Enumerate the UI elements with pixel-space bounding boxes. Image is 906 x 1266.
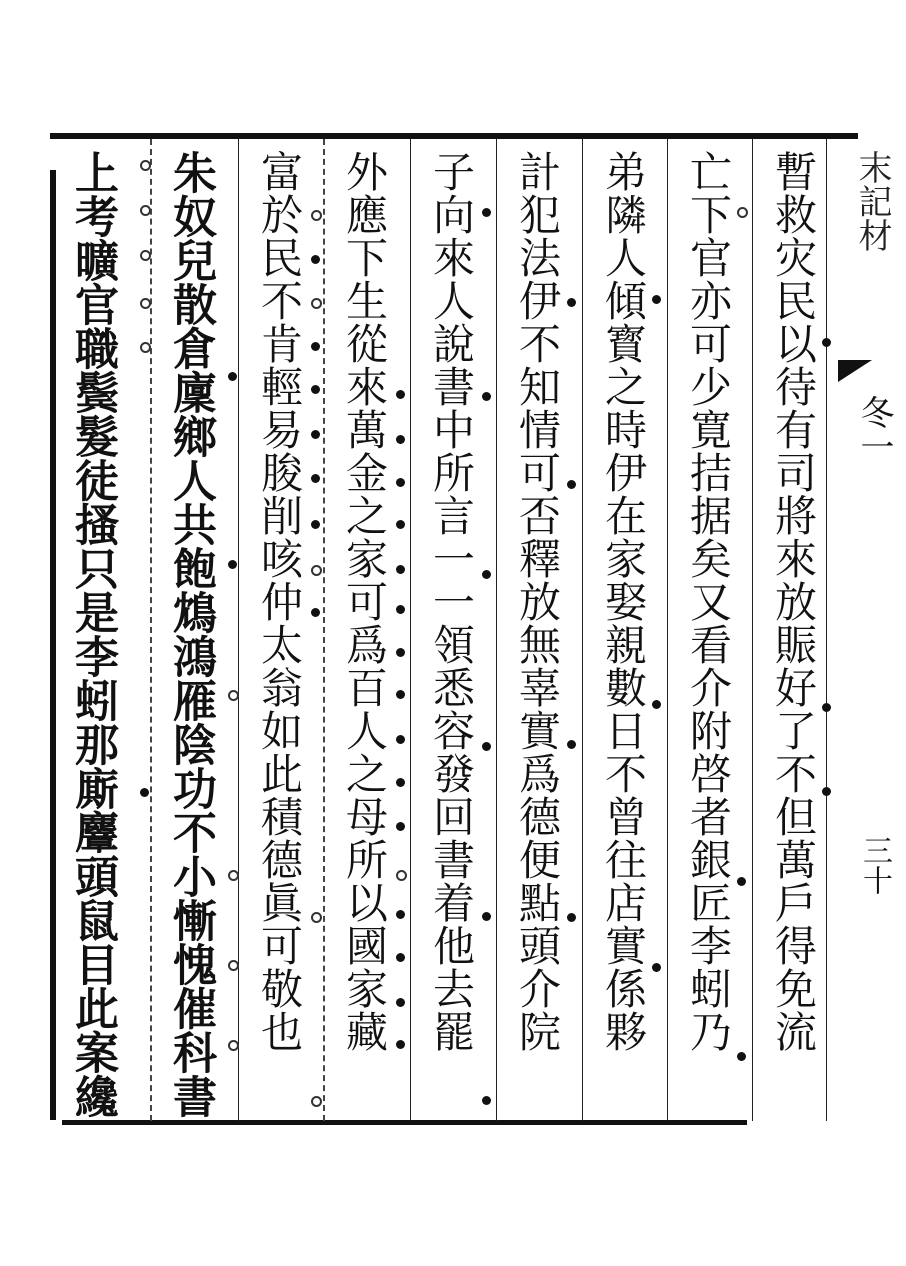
punctuation-dot (737, 1052, 746, 1061)
punctuation-circle (311, 565, 322, 576)
punctuation-dot (311, 342, 320, 351)
punctuation-dot (396, 953, 405, 962)
punctuation-circle (140, 205, 151, 216)
punctuation-circle (140, 250, 151, 261)
column-divider (238, 139, 239, 1121)
margin-title-fragment: 末記材 (852, 150, 892, 252)
margin-volume: 冬一 (854, 395, 894, 463)
punctuation-dot (567, 913, 576, 922)
punctuation-dot (396, 478, 405, 487)
punctuation-circle (737, 207, 748, 218)
punctuation-dot (228, 372, 237, 381)
text-column-1: 暫救灾民以待有司將來放賑好了不但萬戶得免流 (769, 150, 818, 1053)
column-divider (323, 139, 325, 1121)
text-column-8: 朱奴兒散倉廩鄉人共飽鴆鴻雁陰功不小慚愧催科書 (165, 150, 216, 1118)
punctuation-dot (396, 520, 405, 529)
last-column-tail: 纔 (67, 1074, 118, 1118)
punctuation-dot (396, 1040, 405, 1049)
fish-tail-mark (838, 360, 872, 382)
punctuation-dot (652, 700, 661, 709)
punctuation-dot (737, 877, 746, 886)
margin-leaf-number: 三十 (857, 835, 892, 895)
punctuation-dot (482, 208, 491, 217)
punctuation-dot (567, 740, 576, 749)
punctuation-dot (311, 474, 320, 483)
punctuation-dot (396, 910, 405, 919)
punctuation-dot (311, 430, 320, 439)
punctuation-circle (228, 1040, 239, 1051)
punctuation-dot (396, 735, 405, 744)
margin-title (842, 150, 902, 1110)
bottom-border-rule (62, 1120, 747, 1125)
column-divider (752, 139, 753, 1121)
punctuation-dot (822, 338, 831, 347)
column-divider (410, 139, 411, 1121)
column-divider (667, 139, 668, 1121)
punctuation-dot (482, 392, 491, 401)
punctuation-dot (396, 822, 405, 831)
punctuation-dot (396, 690, 405, 699)
punctuation-dot (396, 998, 405, 1007)
punctuation-circle (228, 690, 239, 701)
punctuation-dot (396, 390, 405, 399)
text-column-7: 富於民不肯輕易朘削咳仲太翁如此積德眞可敬也 (255, 150, 304, 1053)
punctuation-dot (652, 963, 661, 972)
text-column-3: 弟隣人傾寳之時伊在家娶親數日不曾往店實係夥 (599, 150, 648, 1053)
punctuation-dot (396, 648, 405, 657)
punctuation-dot (311, 608, 320, 617)
column-divider (496, 139, 497, 1121)
punctuation-circle (228, 870, 239, 881)
punctuation-circle (228, 960, 239, 971)
punctuation-dot (652, 295, 661, 304)
punctuation-dot (140, 788, 149, 797)
punctuation-dot (311, 385, 320, 394)
punctuation-dot (396, 565, 405, 574)
punctuation-circle (396, 870, 407, 881)
punctuation-circle (311, 298, 322, 309)
punctuation-circle (311, 210, 322, 221)
punctuation-dot (228, 560, 237, 569)
punctuation-circle (140, 160, 151, 171)
punctuation-dot (567, 480, 576, 489)
punctuation-dot (822, 787, 831, 796)
text-column-2: 亡下官亦可少寛拮据矣又看介附啓者銀匠李蚓乃 (684, 150, 733, 1053)
text-column-5: 子向來人說書中所言一一領悉容發回書着他去罷 (427, 150, 476, 1053)
punctuation-dot (396, 778, 405, 787)
punctuation-dot (396, 605, 405, 614)
punctuation-circle (140, 298, 151, 309)
top-border-rule (50, 133, 858, 139)
punctuation-dot (482, 1096, 491, 1105)
punctuation-dot (482, 570, 491, 579)
punctuation-dot (822, 703, 831, 712)
punctuation-dot (482, 912, 491, 921)
punctuation-circle (140, 342, 151, 353)
text-column-6: 外應下生從來萬金之家可爲百人之母所以國家藏 (340, 150, 389, 1053)
column-divider (582, 139, 583, 1121)
punctuation-circle (311, 1096, 322, 1107)
punctuation-dot (396, 435, 405, 444)
punctuation-dot (567, 298, 576, 307)
text-column-9: 上考曠官職鬓髮徒搔只是李蚓那廝麞頭鼠目此案纔 (67, 150, 118, 1118)
text-column-4: 計犯法伊不知情可否釋放無辜實爲德便點頭介院 (513, 150, 562, 1053)
punctuation-dot (482, 742, 491, 751)
punctuation-dot (311, 255, 320, 264)
punctuation-dot (311, 520, 320, 529)
punctuation-circle (311, 912, 322, 923)
